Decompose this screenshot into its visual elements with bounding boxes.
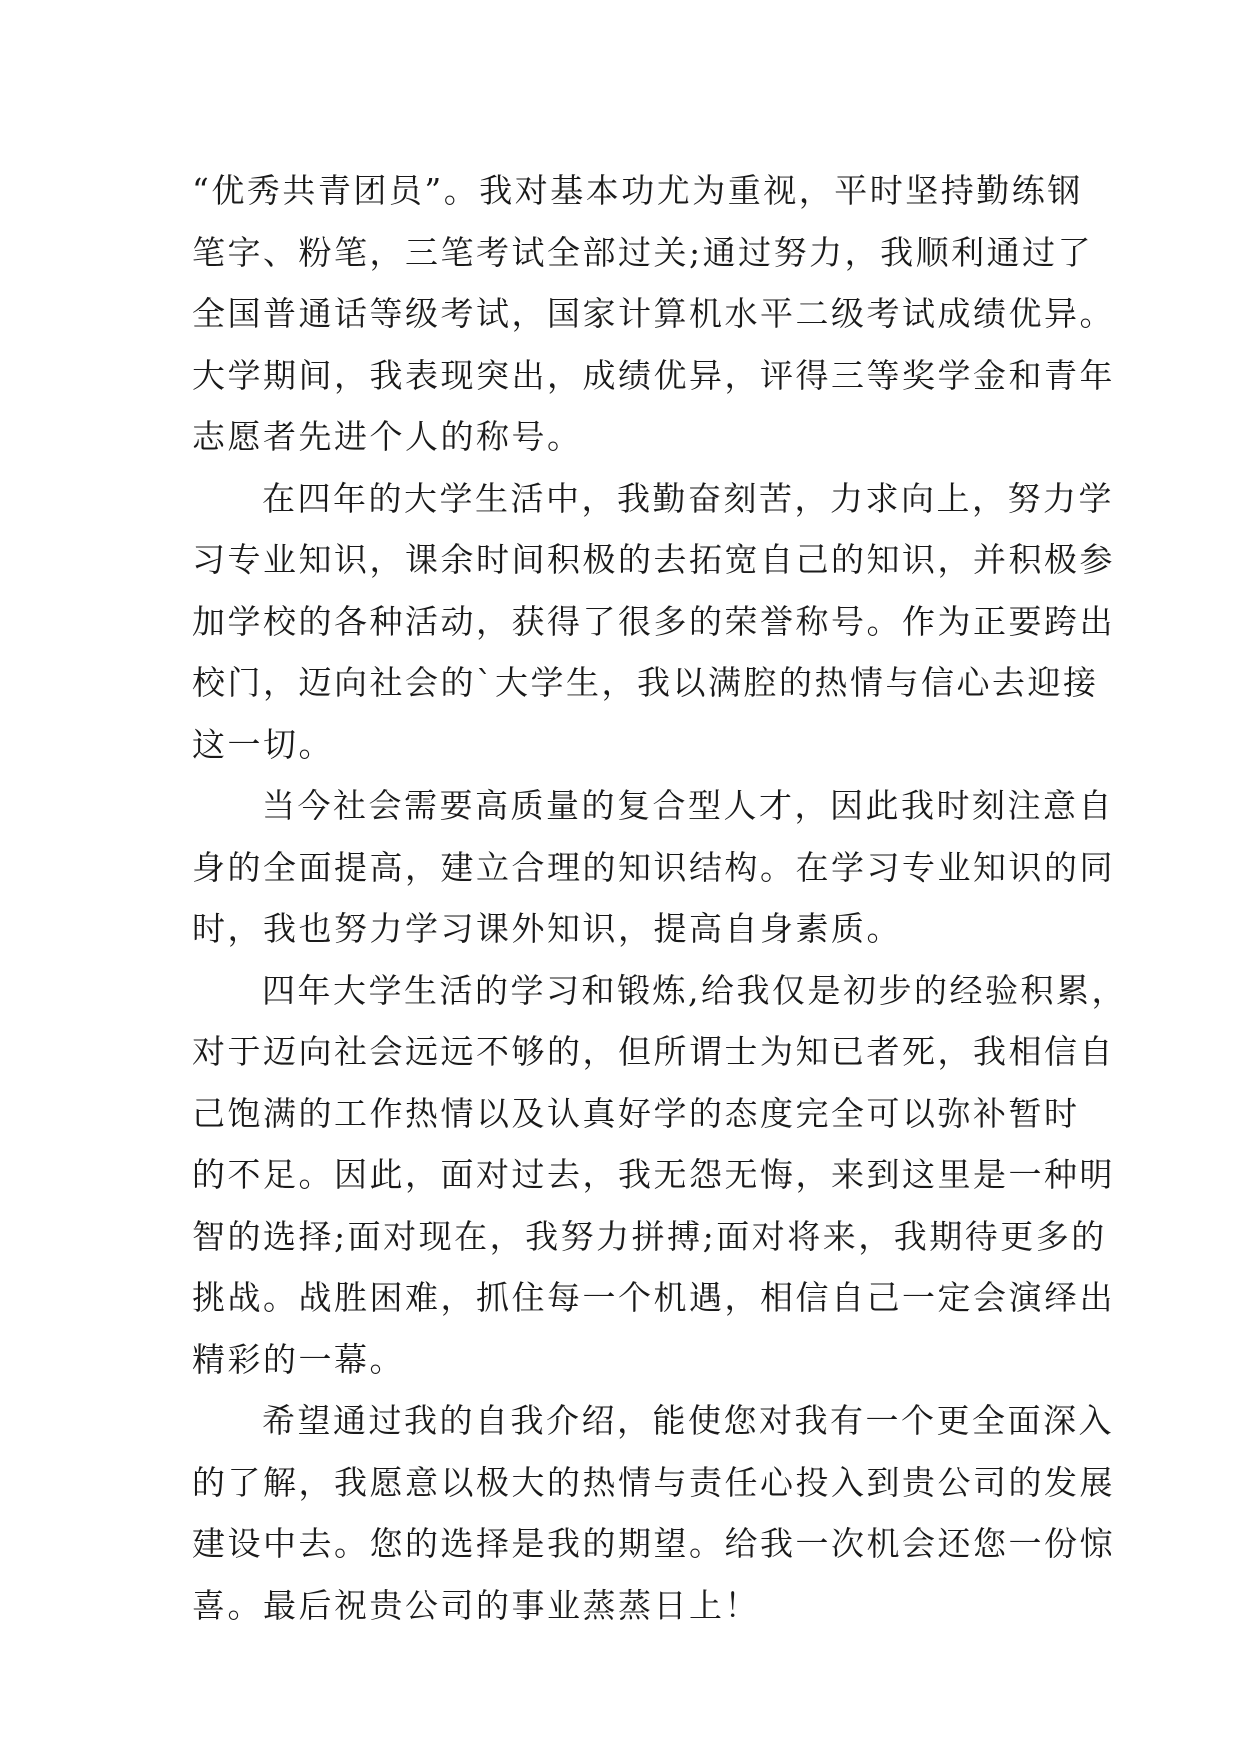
text-line: 加学校的各种活动，获得了很多的荣誉称号。作为正要跨出	[192, 601, 1115, 641]
text-line: 建设中去。您的选择是我的期望。给我一次机会还您一份惊	[192, 1524, 1115, 1563]
text-line: 校门，迈向社会的`大学生，我以满腔的热情与信心去迎接	[192, 663, 1099, 702]
paragraph-5	[192, 1390, 1115, 1636]
text-line: 对于迈向社会远远不够的，但所谓士为知已者死，我相信自	[192, 1032, 1115, 1071]
paragraph-1	[192, 160, 1115, 468]
text-line: 希望通过我的自我介绍，能使您对我有一个更全面深入	[262, 1401, 1114, 1440]
text-line: 时，我也努力学习课外知识，提高自身素质。	[192, 909, 902, 948]
text-line: 智的选择;面对现在，我努力拼搏;面对将来，我期待更多的	[192, 1216, 1107, 1256]
text-line: 的了解，我愿意以极大的热情与责任心投入到贵公司的发展	[192, 1462, 1115, 1502]
text-line: 在四年的大学生活中，我勤奋刻苦，力求向上，努力学	[262, 478, 1114, 518]
text-line: 挑战。战胜困难，抓住每一个机遇，相信自己一定会演绎出	[192, 1278, 1115, 1317]
text-line: 当今社会需要高质量的复合型人才，因此我时刻注意自	[262, 786, 1114, 825]
text-line: 的不足。因此，面对过去，我无怨无悔，来到这里是一种明	[192, 1155, 1115, 1194]
text-line: 精彩的一幕。	[192, 1339, 405, 1379]
document-body	[192, 160, 1127, 1636]
text-line: 大学期间，我表现突出，成绩优异，评得三等奖学金和青年	[192, 355, 1115, 395]
text-line: “优秀共青团员”。我对基本功尤为重视，平时坚持勤练钢	[192, 171, 1083, 210]
text-line: 全国普通话等级考试，国家计算机水平二级考试成绩优异。	[192, 294, 1115, 333]
text-line: 己饱满的工作热情以及认真好学的态度完全可以弥补暂时	[192, 1093, 1080, 1133]
paragraph-2	[192, 468, 1115, 776]
text-line: 四年大学生活的学习和锻炼,给我仅是初步的经验积累，	[262, 970, 1127, 1010]
text-line: 笔字、粉笔，三笔考试全部过关;通过努力，我顺利通过了	[192, 232, 1094, 272]
paragraph-4	[192, 960, 1127, 1391]
text-line: 志愿者先进个人的称号。	[192, 417, 583, 456]
text-line: 喜。最后祝贵公司的事业蒸蒸日上！	[192, 1585, 760, 1625]
text-line: 这一切。	[192, 724, 334, 764]
text-line: 习专业知识，课余时间积极的去拓宽自己的知识，并积极参	[192, 540, 1115, 579]
paragraph-3	[192, 775, 1115, 960]
text-line: 身的全面提高，建立合理的知识结构。在学习专业知识的同	[192, 847, 1115, 887]
